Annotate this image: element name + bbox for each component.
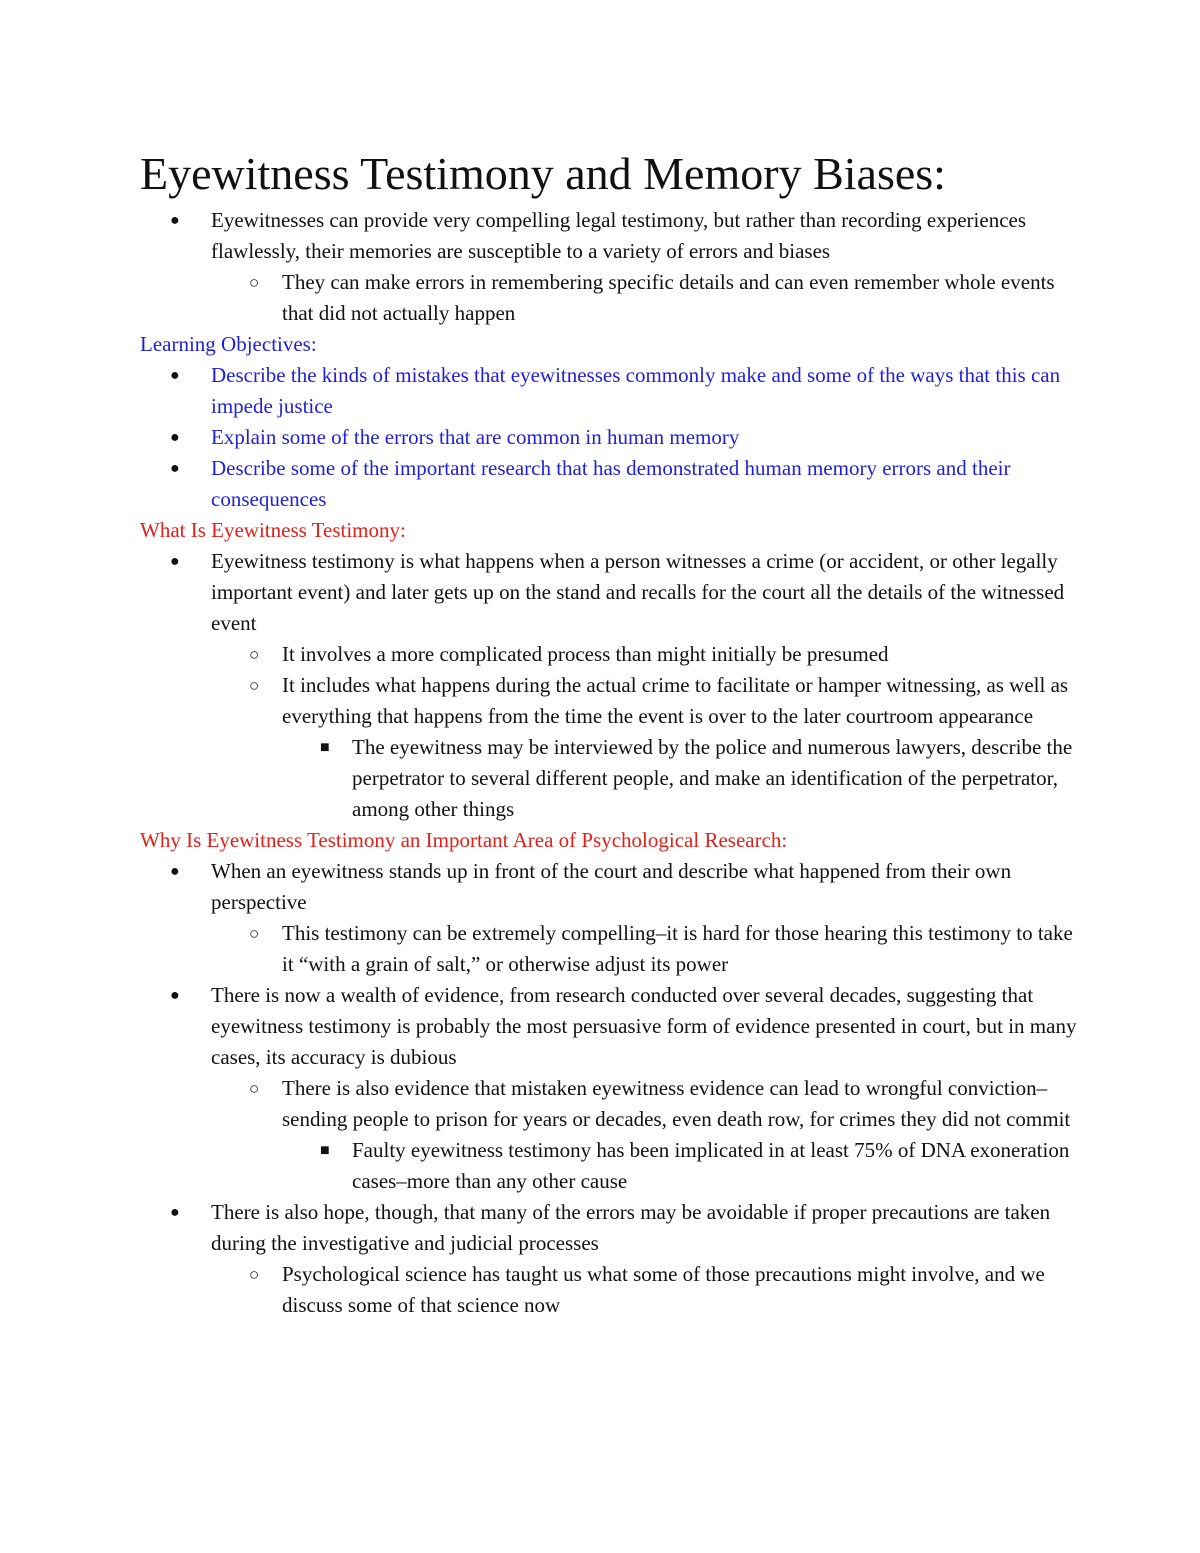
section-heading-learning-objectives: Learning Objectives: [140, 332, 317, 356]
list-item: ● Describe some of the important research that has demonstrated human memory errors and their consequences [140, 453, 1080, 515]
document-body [140, 145, 1080, 1321]
list-item: ■ The eyewitness may be interviewed by the police and numerous lawyers, describe the perpetrator to several different people, and make an identification of the perpetrator, among other things [140, 732, 1080, 825]
section-heading-why-important: Why Is Eyewitness Testimony an Important Area of Psychological Research: [140, 828, 788, 852]
list-item: ● Eyewitness testimony is what happens when a person witnesses a crime (or accident, or other legally important event) and later gets up on the stand and recalls for the court all the details of the witnessed event [140, 546, 1080, 639]
list-item: ○ They can make errors in remembering specific details and can even remember whole events that did not actually happen [140, 267, 1080, 329]
circle-bullet-icon: ○ [249, 1079, 260, 1098]
list-item: ● There is also hope, though, that many of the errors may be avoidable if proper precautions are taken during the investigative and judicial processes [140, 1197, 1080, 1259]
bullet-icon: ● [170, 460, 180, 477]
list-item: ○ Psychological science has taught us what some of those precautions might involve, and we discuss some of that science now [140, 1259, 1080, 1321]
circle-bullet-icon: ○ [249, 273, 260, 292]
list-item: ● There is now a wealth of evidence, from research conducted over several decades, suggesting that eyewitness testimony is probably the most persuasive form of evidence presented in court, but in many cases, its accuracy is dubious [140, 980, 1080, 1073]
bullet-icon: ● [170, 1204, 180, 1221]
circle-bullet-icon: ○ [249, 1265, 260, 1284]
bullet-icon: ● [170, 429, 180, 446]
circle-bullet-icon: ○ [249, 645, 260, 664]
circle-bullet-icon: ○ [249, 676, 260, 695]
list-item: ○ It includes what happens during the actual crime to facilitate or hamper witnessing, as well as everything that happens from the time the event is over to the later courtroom appearance [140, 670, 1080, 732]
list-item: ■ Faulty eyewitness testimony has been implicated in at least 75% of DNA exoneration cases–more than any other cause [140, 1135, 1080, 1197]
square-bullet-icon: ■ [320, 1142, 330, 1159]
circle-bullet-icon: ○ [249, 924, 260, 943]
list-item: ○ There is also evidence that mistaken eyewitness evidence can lead to wrongful conviction–sending people to prison for years or decades, even death row, for crimes they did not commit [140, 1073, 1080, 1135]
list-item: ○ It involves a more complicated process than might initially be presumed [140, 639, 1080, 670]
bullet-icon: ● [170, 553, 180, 570]
bullet-icon: ● [170, 987, 180, 1004]
bullet-icon: ● [170, 212, 180, 229]
list-item: ○ This testimony can be extremely compelling–it is hard for those hearing this testimony to take it “with a grain of salt,” or otherwise adjust its power [140, 918, 1080, 980]
list-item: ● Describe the kinds of mistakes that eyewitnesses commonly make and some of the ways that this can impede justice [140, 360, 1080, 422]
list-item: ● When an eyewitness stands up in front of the court and describe what happened from their own perspective [140, 856, 1080, 918]
list-item: ● Explain some of the errors that are common in human memory [140, 422, 1080, 453]
square-bullet-icon: ■ [320, 739, 330, 756]
bullet-icon: ● [170, 367, 180, 384]
section-heading-what-is-eyewitness-testimony: What Is Eyewitness Testimony: [140, 518, 406, 542]
page-title: Eyewitness Testimony and Memory Biases: [140, 148, 946, 199]
bullet-icon: ● [170, 863, 180, 880]
list-item: ● Eyewitnesses can provide very compelling legal testimony, but rather than recording experiences flawlessly, their memories are susceptible to a variety of errors and biases [140, 205, 1080, 267]
